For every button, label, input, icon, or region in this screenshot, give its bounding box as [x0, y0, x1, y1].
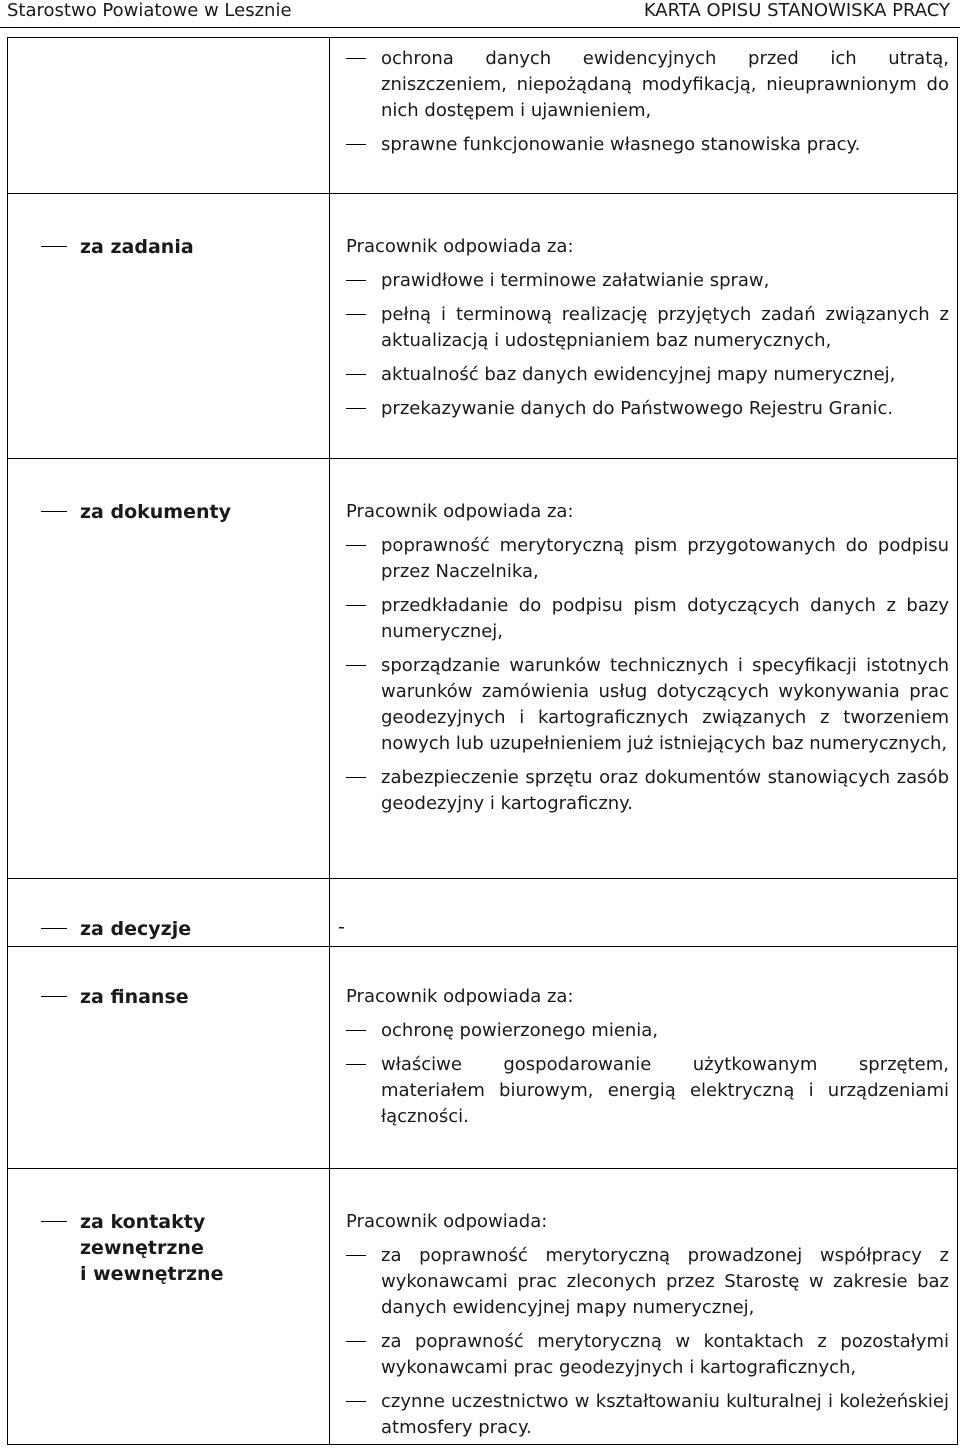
list-item: czynne uczestnictwo w kształtowaniu kulturalnej i koleżeńskiej atmosfery pracy. — [346, 1389, 949, 1441]
page-header — [0, 0, 960, 28]
header-office-name: Starostwo Powiatowe w Lesznie — [7, 0, 292, 21]
responsibility-table — [7, 37, 958, 1445]
dash-bullet-icon — [346, 314, 366, 315]
dash-bullet-icon — [41, 511, 67, 512]
responsibility-list — [346, 268, 949, 430]
responsibility-list — [346, 1018, 949, 1138]
dash-bullet-icon — [346, 1255, 366, 1256]
list-item: zabezpieczenie sprzętu oraz dokumentów stanowiących zasób geodezyjny i kartograficzny. — [346, 765, 949, 817]
responsibility-list — [346, 46, 949, 166]
list-item: ochrona danych ewidencyjnych przed ich utratą, zniszczeniem, niepożądaną modyfikacją, nieuprawnionym do nich dostępem i ujawnieniem, — [346, 46, 949, 124]
dash-bullet-icon — [346, 1341, 366, 1342]
category-label: za zadania — [41, 234, 194, 260]
list-item: pełną i terminową realizację przyjętych zadań związanych z aktualizacją i udostępnianiem baz numerycznych, — [346, 302, 949, 354]
dash-bullet-icon — [346, 777, 366, 778]
lead-text: Pracownik odpowiada za: — [346, 501, 574, 522]
dash-bullet-icon — [346, 144, 366, 145]
category-cell — [7, 459, 330, 878]
category-label: za finanse — [41, 984, 189, 1010]
dash-bullet-icon — [346, 1030, 366, 1031]
header-divider — [0, 27, 960, 28]
list-item: za poprawność merytoryczną w kontaktach z pozostałymi wykonawcami prac geodezyjnych i kartograficznych, — [346, 1329, 949, 1381]
list-item: ochronę powierzonego mienia, — [346, 1018, 949, 1044]
category-cell — [7, 1169, 330, 1444]
dash-bullet-icon — [346, 1064, 366, 1065]
category-label: za kontakty zewnętrzne i wewnętrzne — [41, 1209, 223, 1287]
lead-text: Pracownik odpowiada za: — [346, 986, 574, 1007]
responsibility-list — [346, 1243, 949, 1449]
header-document-title: KARTA OPISU STANOWISKA PRACY — [643, 0, 950, 21]
table-row — [7, 194, 958, 459]
dash-bullet-icon — [41, 1221, 67, 1222]
content-cell — [330, 1169, 958, 1444]
category-label: za decyzje — [41, 916, 191, 942]
list-item: sprawne funkcjonowanie własnego stanowiska pracy. — [346, 132, 949, 158]
dash-bullet-icon — [346, 605, 366, 606]
lead-text: Pracownik odpowiada: — [346, 1211, 548, 1232]
category-cell — [7, 879, 330, 946]
content-cell — [330, 194, 958, 458]
dash-bullet-icon — [346, 665, 366, 666]
category-label: za dokumenty — [41, 499, 231, 525]
list-item: poprawność merytoryczną pism przygotowanych do podpisu przez Naczelnika, — [346, 533, 949, 585]
category-cell — [7, 947, 330, 1168]
table-row — [7, 37, 958, 194]
dash-bullet-icon — [346, 545, 366, 546]
dash-bullet-icon — [346, 1401, 366, 1402]
dash-bullet-icon — [346, 58, 366, 59]
dash-bullet-icon — [346, 280, 366, 281]
table-row — [7, 459, 958, 879]
dash-bullet-icon — [41, 996, 67, 997]
content-cell — [330, 947, 958, 1168]
list-item: właściwe gospodarowanie użytkowanym sprzętem, materiałem biurowym, energią elektryczną i urządzeniami łączności. — [346, 1052, 949, 1130]
dash-bullet-icon — [41, 246, 67, 247]
list-item: przedkładanie do podpisu pism dotyczących danych z bazy numerycznej, — [346, 593, 949, 645]
content-cell — [330, 879, 958, 946]
list-item: sporządzanie warunków technicznych i specyfikacji istotnych warunków zamówienia usług dotyczących wykonywania prac geodezyjnych i kartograficznych związanych z tworzeniem nowych lub uzupełnieniem już istniejących baz numerycznych, — [346, 653, 949, 757]
list-item: prawidłowe i terminowe załatwianie spraw, — [346, 268, 949, 294]
list-item: za poprawność merytoryczną prowadzonej współpracy z wykonawcami prac zleconych przez Starostę w zakresie baz danych ewidencyjnej mapy numerycznej, — [346, 1243, 949, 1321]
dash-bullet-icon — [346, 374, 366, 375]
category-cell — [7, 194, 330, 458]
category-cell — [7, 38, 330, 193]
list-item: przekazywanie danych do Państwowego Rejestru Granic. — [346, 396, 949, 422]
responsibility-list — [346, 533, 949, 825]
table-row — [7, 1169, 958, 1445]
list-item: aktualność baz danych ewidencyjnej mapy numerycznej, — [346, 362, 949, 388]
decision-value: - — [338, 916, 345, 938]
dash-bullet-icon — [41, 928, 67, 929]
lead-text: Pracownik odpowiada za: — [346, 236, 574, 257]
table-row — [7, 947, 958, 1169]
content-cell — [330, 38, 958, 193]
table-row — [7, 879, 958, 947]
dash-bullet-icon — [346, 408, 366, 409]
content-cell — [330, 459, 958, 878]
